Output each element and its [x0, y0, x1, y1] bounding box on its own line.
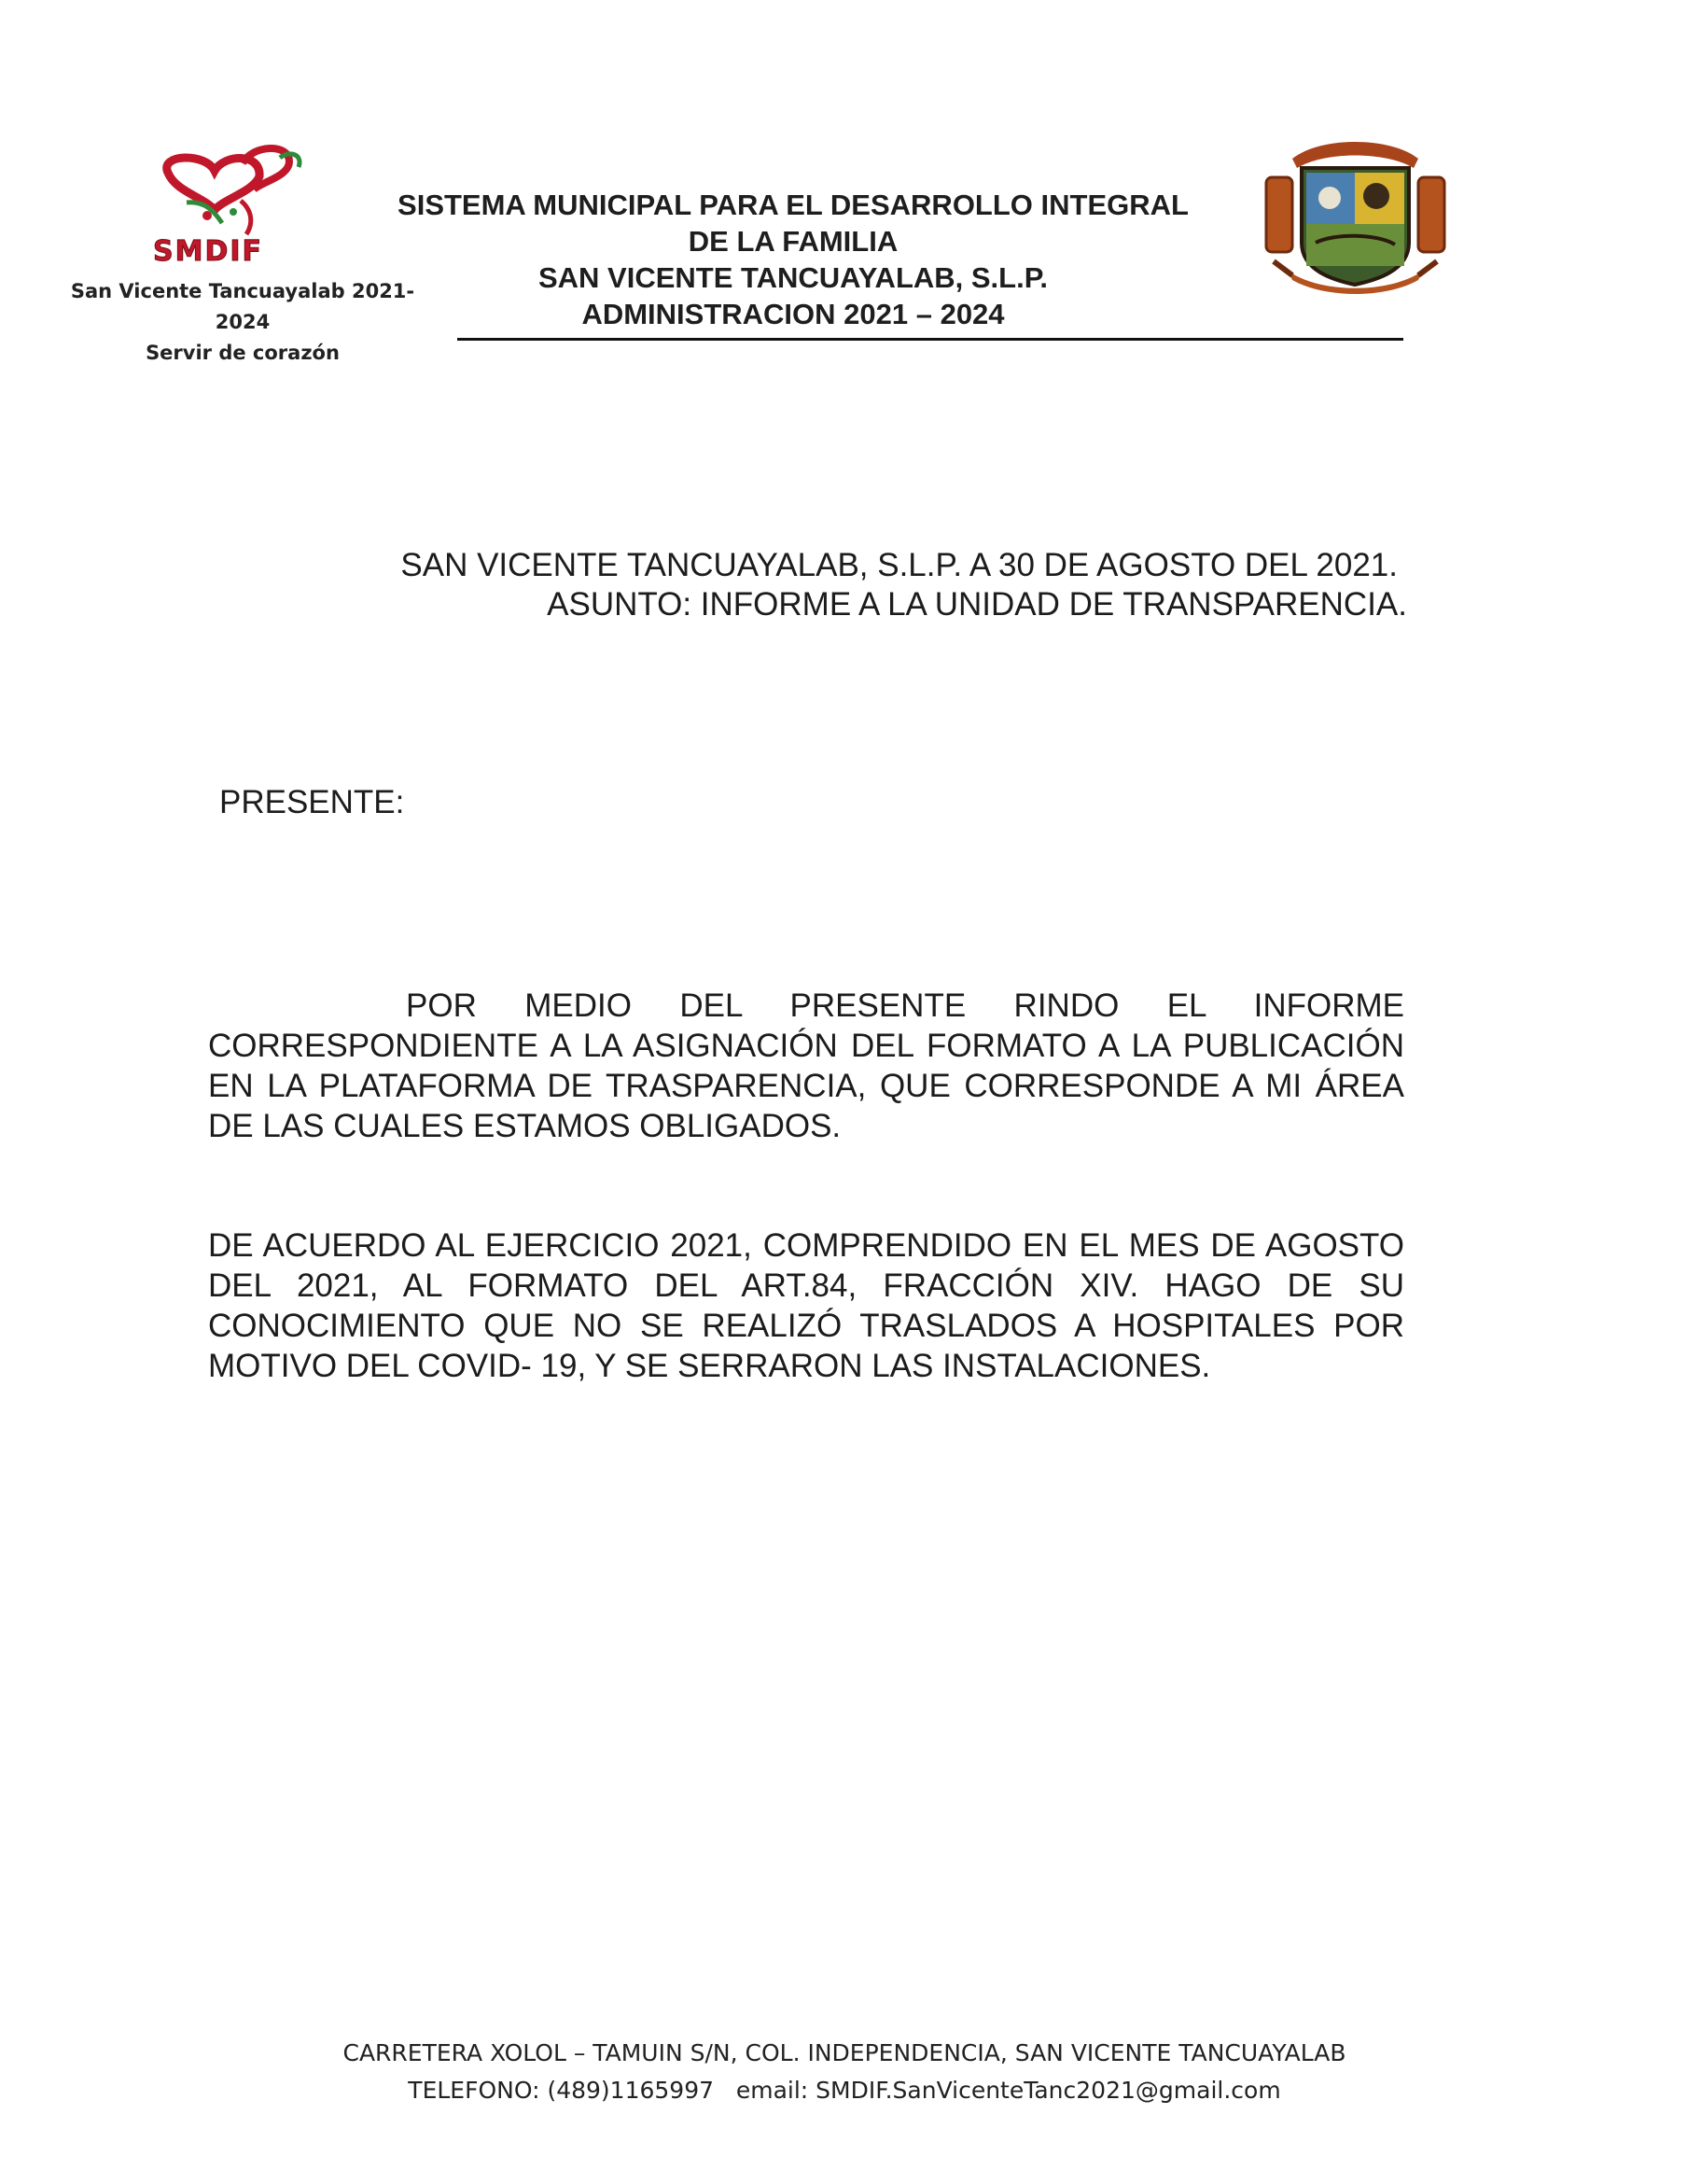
header-divider	[457, 338, 1403, 341]
paragraph-2-body: DE ACUERDO AL EJERCICIO 2021, COMPRENDIDO EN EL MES DE AGOSTO DEL 2021, AL FORMATO DEL ART.84, FRACCIÓN XIV. HAGO DE SU CONOCIMIENTO QUE NO SE REALIZÓ TRASLADOS A HOSPITALES POR MOTIVO DEL COVID- 19, Y SE SERRARON LAS INSTALACIONES.	[208, 1227, 1404, 1384]
logo-caption-line2: Servir de corazón	[146, 342, 340, 364]
smdif-wordmark: SMDIF	[153, 235, 264, 266]
smdif-logo	[149, 145, 327, 266]
letter-subject: ASUNTO: INFORME A LA UNIDAD DE TRANSPARENCIA.	[547, 586, 1407, 623]
footer-contact: TELEFONO: (489)1165997 email: SMDIF.SanVicenteTanc2021@gmail.com	[408, 2077, 1281, 2104]
footer-address: CARRETERA XOLOL – TAMUIN S/N, COL. INDEPENDENCIA, SAN VICENTE TANCUAYALAB	[342, 2039, 1346, 2066]
letterhead-line2: DE LA FAMILIA	[688, 225, 899, 258]
letterhead-title	[373, 187, 1213, 332]
letter-date: SAN VICENTE TANCUAYALAB, S.L.P. A 30 DE AGOSTO DEL 2021.	[400, 547, 1398, 583]
letter-paragraph-1	[208, 986, 1404, 1146]
logo-caption-line1: San Vicente Tancuayalab 2021-2024	[70, 280, 415, 333]
letter-salutation: PRESENTE:	[219, 784, 405, 820]
letter-footer	[187, 2035, 1502, 2109]
paragraph-1-first-line: POR MEDIO DEL PRESENTE RINDO EL INFORME	[406, 987, 1404, 1024]
letterhead-line3: SAN VICENTE TANCUAYALAB, S.L.P.	[537, 261, 1049, 294]
municipal-seal	[1264, 140, 1446, 294]
letter-paragraph-2	[208, 1225, 1404, 1386]
paragraph-1-body: CORRESPONDIENTE A LA ASIGNACIÓN DEL FORMATO A LA PUBLICACIÓN EN LA PLATAFORMA DE TRASPARENCIA, QUE CORRESPONDE A MI ÁREA DE LAS CUALES ESTAMOS OBLIGADOS.	[208, 1028, 1404, 1144]
letterhead-line4: ADMINISTRACION 2021 – 2024	[581, 298, 1005, 330]
letterhead-line1: SISTEMA MUNICIPAL PARA EL DESARROLLO INTEGRAL	[397, 189, 1189, 221]
